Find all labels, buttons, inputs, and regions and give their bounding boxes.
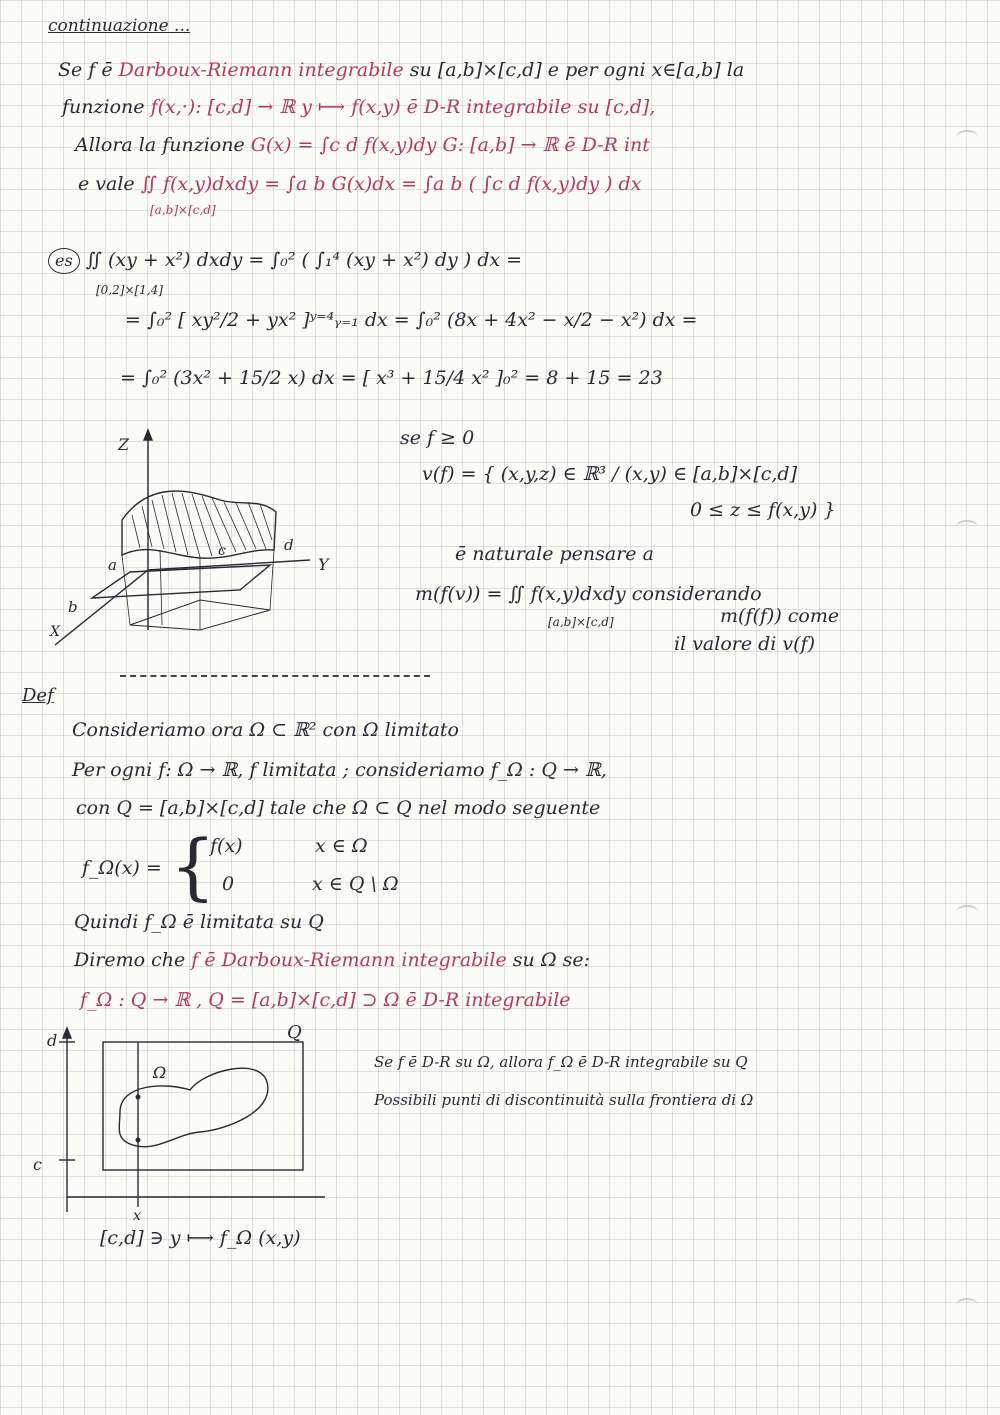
def-line-1: Consideriamo ora Ω ⊂ ℝ² con Ω limitato <box>72 719 459 741</box>
example-domain-sub: [0,2]×[1,4] <box>96 283 163 297</box>
theorem-line-2b: f(x,·): [c,d] → ℝ y ⟼ f(x,y) ē D-R integrabile su [c,d], <box>150 96 656 118</box>
theorem-line-4a: e vale <box>78 173 141 195</box>
fig2-label-x: x <box>133 1208 141 1224</box>
volume-note-3: m(f(f)) come <box>720 605 840 627</box>
def-line-6: f_Ω : Q → ℝ , Q = [a,b]×[c,d] ⊃ Ω ē D-R integrabile <box>80 989 571 1011</box>
volume-set-line-1: v(f) = { (x,y,z) ∈ ℝ³ / (x,y) ∈ [a,b]×[c,d] <box>422 463 797 485</box>
volume-set-line-2: 0 ≤ z ≤ f(x,y) } <box>690 499 836 521</box>
section-divider <box>120 675 430 677</box>
fig1-label-b: b <box>68 598 78 616</box>
theorem-line-2a: funzione <box>62 96 151 118</box>
theorem-line-3a: Allora la funzione <box>75 134 251 156</box>
theorem-line-1 <box>58 58 744 82</box>
theorem-dr-term: Darboux-Riemann integrabile <box>118 59 404 81</box>
def-line-5b: f ē Darboux-Riemann integrabile <box>191 949 507 971</box>
def-label: Def <box>22 685 54 706</box>
theorem-line-3 <box>75 133 650 157</box>
def-line-5c: su Ω se: <box>506 949 591 971</box>
z-axis-arrow <box>144 430 152 440</box>
remark-line-1: Se f ē D-R su Ω, allora f_Ω ē D-R integrabile su Q <box>374 1053 748 1071</box>
def-line-5a: Diremo che <box>74 949 192 971</box>
theorem-line-4b: ∬ f(x,y)dxdy = ∫a b G(x)dx = ∫a b ( ∫c d f(x,y)dy ) dx <box>140 173 642 195</box>
volume-condition: se f ≥ 0 <box>400 427 475 449</box>
fig1-label-c: c <box>218 543 226 559</box>
def-case-1: f(x) <box>210 835 243 857</box>
volume-note-4: il valore di v(f) <box>674 633 816 655</box>
theorem-line-1c: su [a,b]×[c,d] e per ogni x∈[a,b] la <box>403 59 745 81</box>
example-integral: ∬ (xy + x²) dxdy = ∫₀² ( ∫₁⁴ (xy + x²) dy ) dx = <box>85 249 523 271</box>
theorem-domain-sub: [a,b]×[c,d] <box>150 203 216 217</box>
def-case-lhs: f_Ω(x) = <box>82 857 162 879</box>
fig2-axis-arrow <box>63 1028 71 1038</box>
fig1-label-a: a <box>108 556 117 574</box>
def-line-4: Quindi f_Ω ē limitata su Q <box>74 911 324 933</box>
theorem-line-1a: Se f ē <box>58 59 119 81</box>
rectangle-q <box>103 1042 303 1170</box>
def-case-brace: { <box>170 824 216 908</box>
volume-note-2: m(f(v)) = ∬ f(x,y)dxdy considerando <box>415 583 762 605</box>
def-case-1-cond: x ∈ Ω <box>315 835 368 857</box>
fig1-label-z: Z <box>118 435 130 454</box>
boundary-point-top <box>136 1095 141 1100</box>
def-line-2: Per ogni f: Ω → ℝ, f limitata ; consideriamo f_Ω : Q → ℝ, <box>72 759 607 781</box>
vertical-edges <box>122 550 274 630</box>
page-header: continuazione ... <box>48 16 191 36</box>
fig2-label-d: d <box>47 1031 58 1050</box>
binder-hole <box>956 520 978 534</box>
theorem-line-3b: G(x) = ∫c d f(x,y)dy G: [a,b] → ℝ ē D-R int <box>250 134 650 156</box>
example-line-1 <box>48 248 522 274</box>
volume-note-2-sub: [a,b]×[c,d] <box>548 615 614 629</box>
fig2-label-omega: Ω <box>153 1063 167 1082</box>
example-line-2: = ∫₀² [ xy²/2 + yx² ]ʸ⁼⁴ᵧ₌₁ dx = ∫₀² (8x + 4x² − x/2 − x²) dx = <box>125 309 698 331</box>
def-case-2-cond: x ∈ Q \ Ω <box>312 873 399 895</box>
def-line-3: con Q = [a,b]×[c,d] tale che Ω ⊂ Q nel modo seguente <box>76 797 601 819</box>
binder-hole <box>956 1298 978 1312</box>
omega-in-q-diagram <box>25 1022 345 1242</box>
surface-volume-diagram <box>40 420 370 660</box>
def-case-2: 0 <box>222 873 235 895</box>
region-omega <box>119 1068 268 1147</box>
binder-hole <box>956 905 978 919</box>
remark-line-2: Possibili punti di discontinuità sulla frontiera di Ω <box>374 1091 754 1109</box>
binder-hole <box>956 130 978 144</box>
fig2-label-q: Q <box>287 1022 302 1043</box>
fig1-label-x: X <box>50 624 60 640</box>
def-line-5 <box>74 948 590 972</box>
surface-patch <box>122 491 276 558</box>
theorem-line-2 <box>62 95 655 119</box>
fig1-label-d: d <box>284 536 294 554</box>
fig1-label-y: Y <box>318 555 329 574</box>
theorem-line-4 <box>78 172 641 196</box>
y-axis <box>148 560 310 570</box>
boundary-point-bottom <box>136 1138 141 1143</box>
volume-note-1: ē naturale pensare a <box>455 543 654 565</box>
example-line-3: = ∫₀² (3x² + 15/2 x) dx = [ x³ + 15/4 x² ]₀² = 8 + 15 = 23 <box>120 367 663 389</box>
fig2-label-c: c <box>33 1155 42 1174</box>
example-tag: es <box>48 248 80 274</box>
fig2-caption: [c,d] ∋ y ⟼ f_Ω (x,y) <box>100 1227 301 1249</box>
